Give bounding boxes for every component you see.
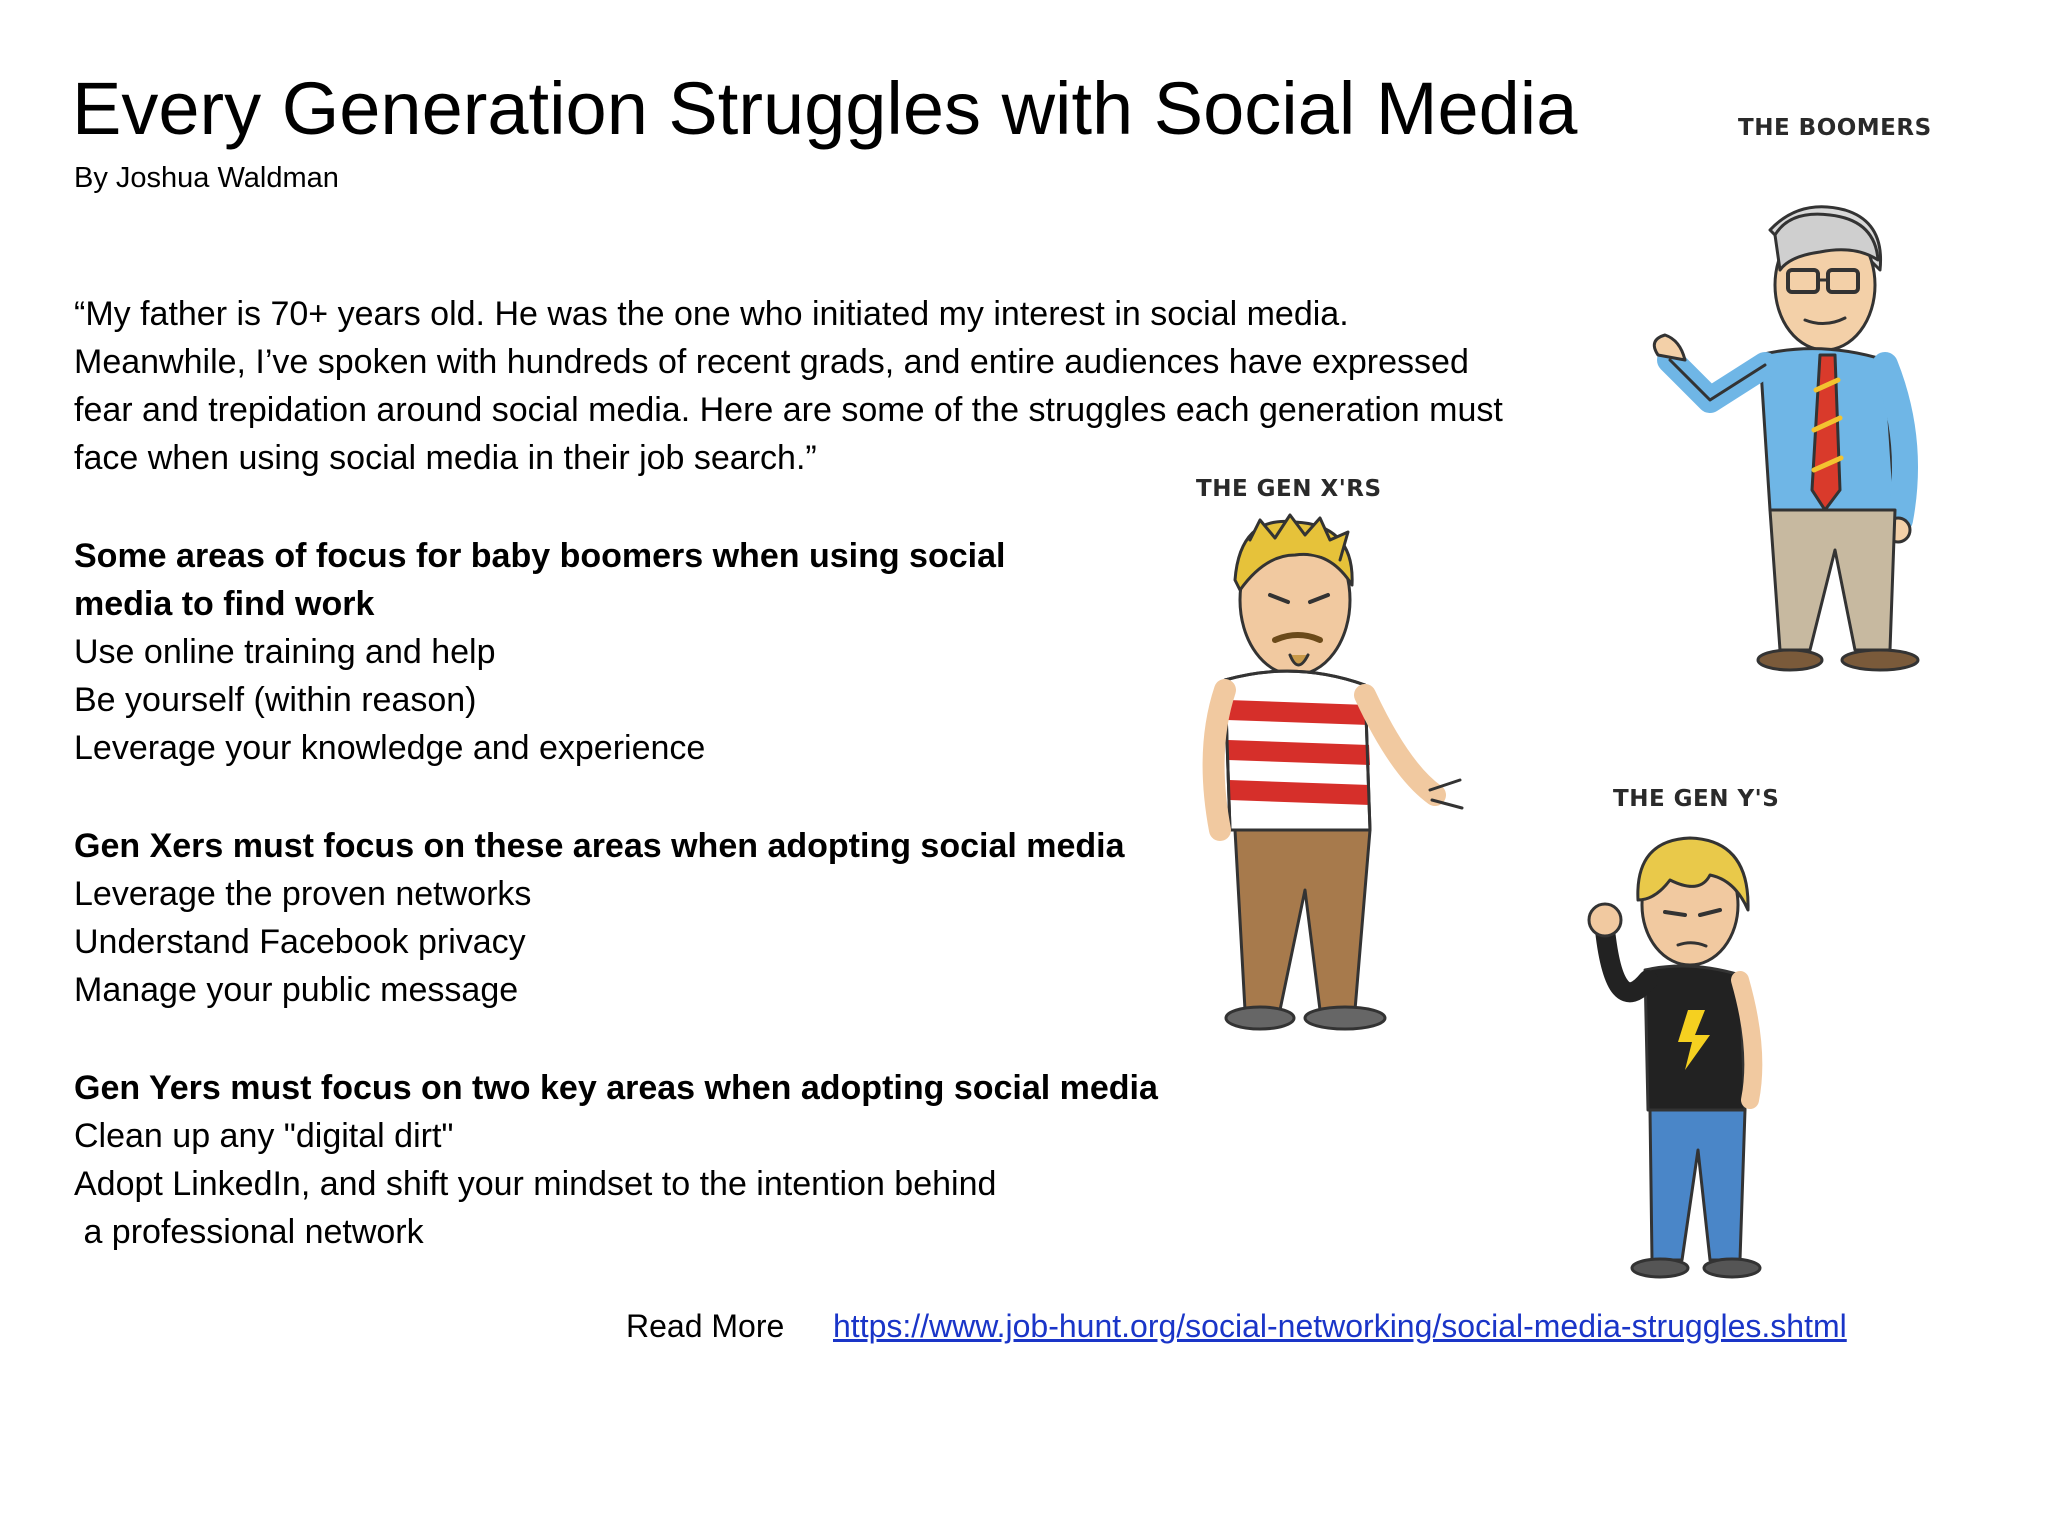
illustration-label-genx: THE GEN X'RS (1196, 476, 1382, 502)
list-item: Leverage your knowledge and experience (74, 729, 706, 767)
slide-title: Every Generation Struggles with Social Media (72, 67, 1578, 150)
list-item: Manage your public message (74, 971, 519, 1009)
list-item: Clean up any "digital dirt" (74, 1117, 454, 1155)
list-item: Use online training and help (74, 633, 496, 671)
geny-cartoon-icon (1560, 820, 1810, 1290)
quote-line: “My father is 70+ years old. He was the one who initiated my interest in social media. (74, 295, 1349, 333)
illustration-label-geny: THE GEN Y'S (1613, 786, 1780, 812)
illustration-label-boomers: THE BOOMERS (1738, 115, 1932, 141)
section-heading-boomers: media to find work (74, 585, 375, 623)
quote-line: face when using social media in their job search.” (74, 439, 817, 477)
section-heading-boomers: Some areas of focus for baby boomers when using social (74, 537, 1006, 575)
list-item: Adopt LinkedIn, and shift your mindset to the intention behind (74, 1165, 997, 1203)
boomer-cartoon-icon (1640, 190, 1980, 690)
list-item: Be yourself (within reason) (74, 681, 477, 719)
quote-line: fear and trepidation around social media. Here are some of the struggles each generation must (74, 391, 1503, 429)
byline: By Joshua Waldman (74, 162, 339, 194)
read-more-label: Read More (626, 1308, 785, 1344)
section-heading-genx: Gen Xers must focus on these areas when adopting social media (74, 827, 1125, 865)
section-heading-geny: Gen Yers must focus on two key areas when adopting social media (74, 1069, 1158, 1107)
list-item: Leverage the proven networks (74, 875, 532, 913)
read-more-link[interactable]: https://www.job-hunt.org/social-networking/social-media-struggles.shtml (833, 1308, 1847, 1344)
genx-cartoon-icon (1180, 510, 1470, 1040)
quote-line: Meanwhile, I’ve spoken with hundreds of recent grads, and entire audiences have expressed (74, 343, 1469, 381)
list-item: a professional network (74, 1213, 424, 1251)
list-item: Understand Facebook privacy (74, 923, 526, 961)
